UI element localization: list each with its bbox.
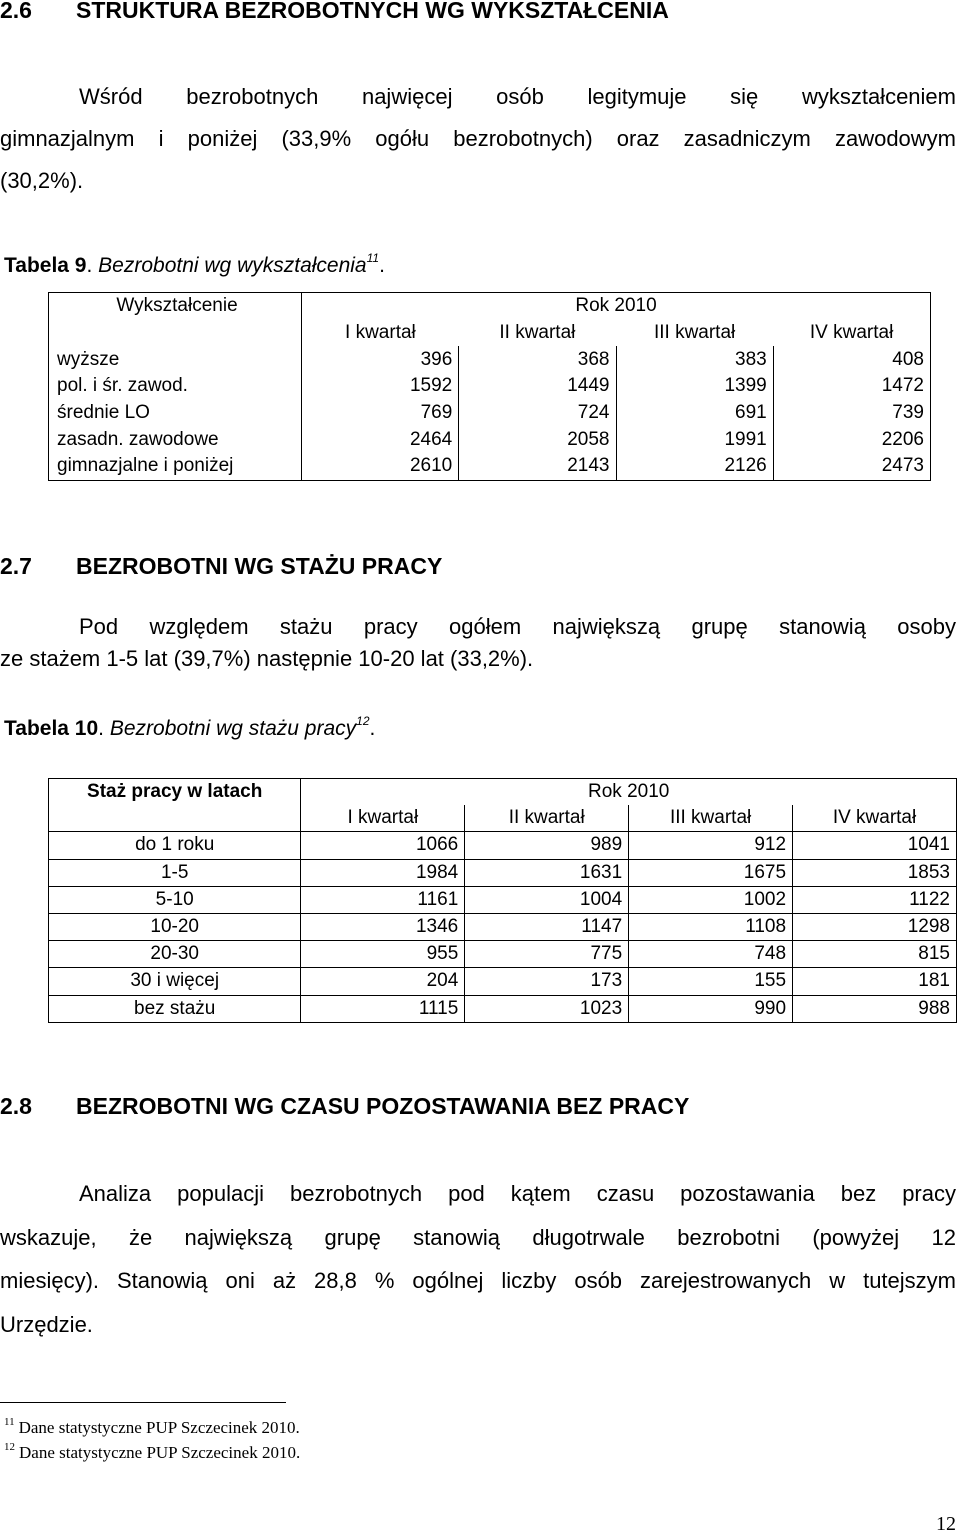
table-header-row [49, 805, 957, 832]
table-row [49, 832, 957, 859]
section-number: 2.7 [0, 553, 32, 579]
quarter-header: III kwartał [629, 805, 793, 832]
table-caption-title: Bezrobotni wg wykształcenia [98, 254, 367, 277]
row-label: 30 i więcej [49, 968, 301, 995]
quarter-header: IV kwartał [809, 322, 894, 344]
table-row [49, 941, 957, 968]
cell-value: 1004 [465, 886, 629, 913]
cell-value: 396 [302, 346, 459, 373]
section-2-8-paragraph [0, 1172, 956, 1346]
table-row [49, 373, 931, 400]
footnote-text: Dane statystyczne PUP Szczecinek 2010. [18, 1418, 300, 1437]
table-caption-number: Tabela 9 [4, 254, 87, 277]
table-row [49, 913, 957, 940]
paragraph-line: Urzędzie. [0, 1311, 93, 1337]
paragraph-line: miesięcy). Stanowią oni aż 28,8 % ogólnej liczby osób zarejestrowanych w tutejszym [0, 1268, 956, 1293]
section-heading-2-8 [0, 1093, 689, 1120]
table-header-row [49, 320, 931, 347]
table-header-row [49, 779, 957, 806]
cell-value: 1002 [629, 886, 793, 913]
header-blank-cell [49, 320, 302, 347]
section-heading-2-7 [0, 553, 442, 580]
cell-value: 988 [793, 995, 957, 1022]
table-row [49, 968, 957, 995]
cell-value: 724 [459, 400, 616, 427]
footnote-number: 12 [4, 1441, 15, 1453]
cell-value: 2610 [302, 453, 459, 480]
year-header: Rok 2010 [301, 779, 957, 806]
cell-value: 1631 [465, 859, 629, 886]
row-label: wyższe [49, 346, 302, 373]
row-label: gimnazjalne i poniżej [49, 453, 302, 480]
education-table [48, 292, 931, 481]
cell-value: 2464 [302, 426, 459, 453]
quarter-header: I kwartał [345, 322, 416, 344]
paragraph-line: Wśród bezrobotnych najwięcej osób legitymuje się wykształceniem [79, 84, 956, 109]
cell-value: 691 [616, 400, 773, 427]
section-2-6-paragraph [0, 76, 956, 202]
paragraph-line: (30,2%). [0, 168, 84, 193]
row-label: 20-30 [49, 941, 301, 968]
column-header-experience [49, 779, 301, 806]
quarter-header: IV kwartał [793, 805, 957, 832]
cell-value: 408 [892, 348, 924, 370]
row-label: do 1 roku [49, 832, 301, 859]
footnote [4, 1441, 300, 1463]
cell-value: 1115 [301, 995, 465, 1022]
caption-end: . [369, 717, 376, 740]
cell-value: 2126 [616, 453, 773, 480]
cell-value: 1161 [301, 886, 465, 913]
section-title: BEZROBOTNI WG STAŻU PRACY [76, 553, 443, 579]
table-header-row [49, 293, 931, 320]
cell-value: 1449 [459, 373, 616, 400]
paragraph-line: gimnazjalnym i poniżej (33,9% ogółu bezrobotnych) oraz zasadniczym zawodowym [0, 126, 956, 151]
section-heading-2-6 [0, 0, 669, 24]
quarter-header: II kwartał [465, 805, 629, 832]
cell-value: 990 [629, 995, 793, 1022]
quarter-header: III kwartał [653, 322, 736, 344]
section-title: STRUKTURA BEZROBOTNYCH WG WYKSZTAŁCENIA [76, 0, 669, 23]
footnote [4, 1416, 300, 1438]
header-blank-cell [49, 805, 301, 832]
cell-value: 181 [793, 968, 957, 995]
footnote-separator [0, 1402, 286, 1403]
cell-value: 748 [629, 941, 793, 968]
footnote-number: 11 [4, 1416, 15, 1428]
cell-value: 368 [459, 346, 616, 373]
paragraph-line: wskazuje, że największą grupę stanowią długotrwale bezrobotni (powyżej 12 [0, 1224, 956, 1250]
table-10-caption [4, 714, 375, 741]
cell-value: 1023 [465, 995, 629, 1022]
row-label: bez stażu [49, 995, 301, 1022]
section-title: BEZROBOTNI WG CZASU POZOSTAWANIA BEZ PRACY [76, 1093, 690, 1119]
row-label: zasadn. zawodowe [49, 426, 302, 453]
table-row [49, 346, 931, 373]
work-experience-table [48, 778, 957, 1023]
row-label: średnie LO [49, 400, 302, 427]
cell-value: 1066 [301, 832, 465, 859]
paragraph-line: Pod względem stażu pracy ogółem największą grupę stanowią osoby [79, 614, 956, 639]
section-2-7-paragraph [0, 611, 956, 675]
cell-value: 2206 [881, 428, 924, 450]
cell-value: 1122 [793, 886, 957, 913]
cell-value: 1984 [301, 859, 465, 886]
page-number: 12 [936, 1513, 956, 1535]
section-number: 2.8 [0, 1093, 32, 1119]
row-label: 10-20 [49, 913, 301, 940]
row-label: 1-5 [49, 859, 301, 886]
cell-value: 775 [465, 941, 629, 968]
cell-value: 2058 [459, 426, 616, 453]
cell-value: 769 [302, 400, 459, 427]
footnote-ref: 11 [366, 251, 380, 265]
cell-value: 1399 [616, 373, 773, 400]
row-label: pol. i śr. zawod. [49, 373, 302, 400]
table-row [49, 886, 957, 913]
cell-value: 173 [465, 968, 629, 995]
caption-separator: . [98, 717, 110, 740]
cell-value: 1041 [793, 832, 957, 859]
cell-value: 155 [629, 968, 793, 995]
section-number: 2.6 [0, 0, 32, 23]
quarter-header: I kwartał [301, 805, 465, 832]
footnote-text: Dane statystyczne PUP Szczecinek 2010. [19, 1443, 301, 1462]
quarter-header: II kwartał [499, 322, 576, 344]
year-header: Rok 2010 [575, 295, 657, 317]
caption-end: . [379, 254, 385, 277]
cell-value: 955 [301, 941, 465, 968]
table-row [49, 426, 931, 453]
table-caption-title: Bezrobotni wg stażu pracy [109, 717, 357, 740]
paragraph-line: Analiza populacji bezrobotnych pod kątem czasu pozostawania bez pracy [79, 1181, 956, 1206]
cell-value: 815 [793, 941, 957, 968]
cell-value: 383 [616, 346, 773, 373]
cell-value: 1853 [793, 859, 957, 886]
caption-separator: . [86, 254, 99, 277]
column-header-education: Wykształcenie [49, 293, 302, 320]
table-row [49, 400, 931, 427]
cell-value: 989 [465, 832, 629, 859]
table-row [49, 995, 957, 1022]
cell-value: 912 [629, 832, 793, 859]
cell-value: 1472 [881, 375, 924, 397]
cell-value: 1675 [629, 859, 793, 886]
table-row [49, 453, 931, 480]
table-9-caption [4, 251, 385, 278]
cell-value: 739 [892, 402, 924, 424]
cell-value: 2473 [881, 455, 924, 477]
paragraph-line: ze stażem 1-5 lat (39,7%) następnie 10-20 lat (33,2%). [0, 646, 534, 671]
column-header-text: Staż pracy w latach [87, 781, 263, 803]
row-label: 5-10 [49, 886, 301, 913]
table-row [49, 859, 957, 886]
cell-value: 204 [301, 968, 465, 995]
cell-value: 1991 [616, 426, 773, 453]
footnote-ref: 12 [356, 714, 370, 728]
cell-value: 1592 [302, 373, 459, 400]
cell-value: 1147 [465, 913, 629, 940]
cell-value: 2143 [459, 453, 616, 480]
cell-value: 1298 [793, 913, 957, 940]
cell-value: 1346 [301, 913, 465, 940]
table-caption-number: Tabela 10 [4, 717, 99, 740]
cell-value: 1108 [629, 913, 793, 940]
